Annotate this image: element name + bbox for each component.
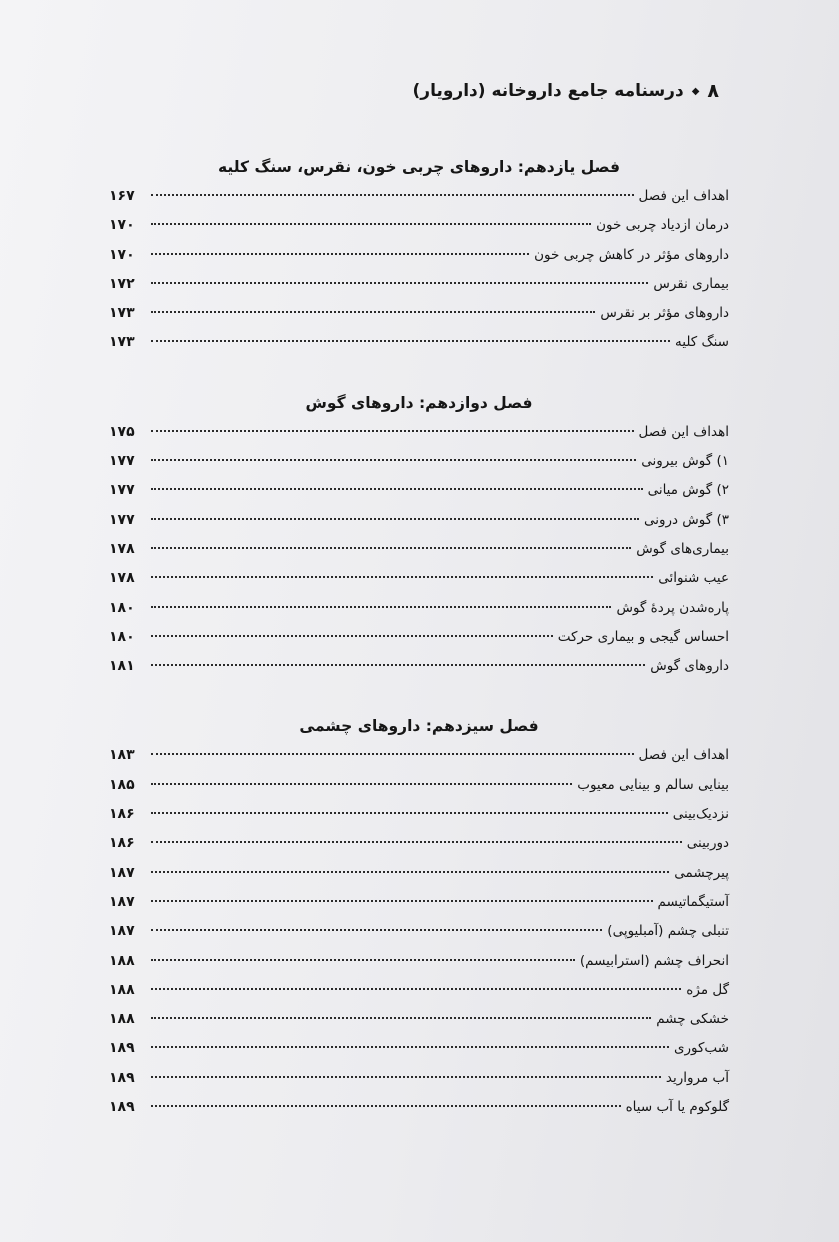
toc-entry: [109, 476, 729, 505]
toc-entry-title: اهداف این فصل: [638, 423, 729, 440]
toc-entry: [109, 829, 729, 858]
toc-entry-title: گل مژه: [686, 981, 729, 998]
toc-entry: [109, 447, 729, 476]
chapter-section: [109, 152, 729, 358]
toc-entry: [109, 211, 729, 240]
dot-leader: [151, 959, 575, 961]
chapter-title: فصل یازدهم: داروهای چربی خون، نقرس، سنگ کلیه: [218, 158, 620, 176]
diamond-icon: ◆: [691, 85, 700, 97]
dot-leader: [151, 929, 602, 931]
toc-entry-title: پاره‌شدن پردهٔ گوش: [616, 599, 729, 616]
dot-leader: [151, 871, 669, 873]
dot-leader: [151, 1046, 669, 1048]
toc-entry-title: شب‌کوری: [673, 1040, 729, 1057]
toc-entry-title: اهداف این فصل: [638, 188, 729, 204]
toc-page-number: ۱۷۵: [109, 423, 135, 440]
toc-page-number: ۱۸۱: [109, 658, 135, 675]
toc-page-number: ۱۷۲: [109, 275, 135, 292]
toc-entry-title: عیب شنوائی: [658, 570, 729, 587]
running-header: [413, 80, 719, 102]
toc-page-number: ۱۶۷: [109, 188, 135, 204]
toc-page-number: ۱۷۰: [109, 246, 135, 263]
toc-entry-title: آستیگماتیسم: [657, 893, 729, 910]
toc-entry-title: انحراف چشم (استرابیسم): [579, 952, 729, 969]
chapter-section: [109, 711, 729, 1122]
toc-entry-title: آب مروارید: [665, 1069, 729, 1086]
dot-leader: [151, 664, 645, 666]
toc-page-number: ۱۷۷: [109, 453, 135, 470]
toc-entry: [109, 182, 729, 211]
toc-entry-title: تنبلی چشم (آمبلیوپی): [607, 923, 729, 940]
toc-entry: [109, 1005, 729, 1034]
toc-entry: [109, 800, 729, 829]
toc-entry-title: داروهای مؤثر بر نقرس: [600, 305, 729, 322]
table-of-contents: [109, 152, 729, 1152]
toc-entry-title: گلوکوم یا آب سیاه: [625, 1099, 729, 1116]
toc-page-number: ۱۸۸: [109, 1011, 135, 1028]
dot-leader: [151, 340, 670, 342]
toc-entry-title: درمان ازدیاد چربی خون: [596, 217, 729, 234]
dot-leader: [151, 606, 611, 608]
dot-leader: [151, 753, 634, 755]
chapter-title: فصل سیزدهم: داروهای چشمی: [299, 717, 539, 736]
dot-leader: [151, 841, 682, 843]
toc-entry-title: بیماری‌های گوش: [636, 540, 729, 557]
dot-leader: [151, 430, 634, 432]
toc-entry: [109, 1064, 729, 1093]
toc-entry-title: اهداف این فصل: [638, 747, 729, 764]
toc-entry: [109, 741, 729, 770]
toc-entry-title: بینایی سالم و بینایی معیوب: [577, 776, 729, 793]
toc-entry: [109, 506, 729, 535]
toc-entry: [109, 1093, 729, 1122]
toc-entry: [109, 859, 729, 888]
dot-leader: [151, 282, 648, 284]
toc-page-number: ۱۸۶: [109, 806, 135, 823]
dot-leader: [151, 1105, 621, 1107]
dot-leader: [151, 194, 634, 196]
toc-entry: [109, 888, 729, 917]
toc-entry-title: داروهای گوش: [650, 658, 729, 675]
toc-page-number: ۱۷۷: [109, 482, 135, 499]
toc-entry: [109, 594, 729, 623]
book-title: درسنامه جامع داروخانه (دارویار): [412, 81, 684, 101]
toc-page-number: ۱۸۸: [109, 952, 135, 969]
toc-page-number: ۱۸۰: [109, 628, 135, 645]
toc-page-number: ۱۷۰: [109, 217, 135, 234]
dot-leader: [151, 518, 639, 520]
dot-leader: [151, 1017, 651, 1019]
toc-entry-title: داروهای مؤثر در کاهش چربی خون: [534, 246, 729, 263]
toc-entry: [109, 299, 729, 328]
toc-entry-title: احساس گیجی و بیماری حرکت: [557, 628, 729, 645]
toc-entry: [109, 652, 729, 681]
toc-entry-title: بیماری نقرس: [653, 275, 729, 292]
dot-leader: [151, 547, 631, 549]
toc-entry-title: پیرچشمی: [674, 864, 729, 881]
toc-entry-title: نزدیک‌بینی: [672, 806, 729, 823]
chapter-section: [109, 388, 729, 682]
toc-entry: [109, 270, 729, 299]
dot-leader: [151, 812, 668, 814]
toc-page-number: ۱۸۹: [109, 1069, 135, 1086]
dot-leader: [151, 311, 595, 313]
toc-entry: [109, 623, 729, 652]
toc-entry: [109, 535, 729, 564]
toc-page-number: ۱۸۳: [109, 747, 135, 764]
toc-page-number: ۱۸۵: [109, 776, 135, 793]
dot-leader: [151, 635, 553, 637]
toc-entry: [109, 976, 729, 1005]
dot-leader: [151, 576, 653, 578]
toc-page-number: ۱۸۷: [109, 864, 135, 881]
dot-leader: [151, 488, 643, 490]
toc-entry: [109, 328, 729, 357]
toc-entry: [109, 771, 729, 800]
toc-entry-title: ۲) گوش میانی: [647, 482, 729, 499]
toc-entry-title: دوربینی: [686, 835, 729, 852]
dot-leader: [151, 988, 681, 990]
dot-leader: [151, 1076, 661, 1078]
toc-page-number: ۱۸۸: [109, 981, 135, 998]
chapter-title: فصل دوازدهم: داروهای گوش: [305, 393, 533, 412]
toc-entry: [109, 564, 729, 593]
page-number: ۸: [707, 80, 719, 102]
toc-entry: [109, 1034, 729, 1063]
toc-page-number: ۱۷۷: [109, 511, 135, 528]
toc-entry-title: ۱) گوش بیرونی: [641, 453, 729, 470]
dot-leader: [151, 900, 653, 902]
toc-entry: [109, 418, 729, 447]
toc-entry-title: خشکی چشم: [656, 1011, 729, 1028]
toc-page-number: ۱۸۶: [109, 835, 135, 852]
toc-entry: [109, 947, 729, 976]
dot-leader: [151, 253, 529, 255]
toc-entry-title: سنگ کلیه: [675, 334, 729, 351]
toc-page-number: ۱۸۷: [109, 923, 135, 940]
toc-entry: [109, 917, 729, 946]
dot-leader: [151, 223, 591, 225]
toc-page-number: ۱۷۸: [109, 570, 135, 587]
toc-page-number: ۱۸۹: [109, 1040, 135, 1057]
toc-page-number: ۱۷۳: [109, 334, 135, 351]
dot-leader: [151, 783, 572, 785]
toc-entry: [109, 241, 729, 270]
toc-entry-title: ۳) گوش درونی: [643, 511, 729, 528]
toc-page-number: ۱۷۳: [109, 305, 135, 322]
toc-page-number: ۱۸۹: [109, 1099, 135, 1116]
toc-page-number: ۱۸۰: [109, 599, 135, 616]
toc-page-number: ۱۷۸: [109, 540, 135, 557]
toc-page-number: ۱۸۷: [109, 893, 135, 910]
dot-leader: [151, 459, 636, 461]
